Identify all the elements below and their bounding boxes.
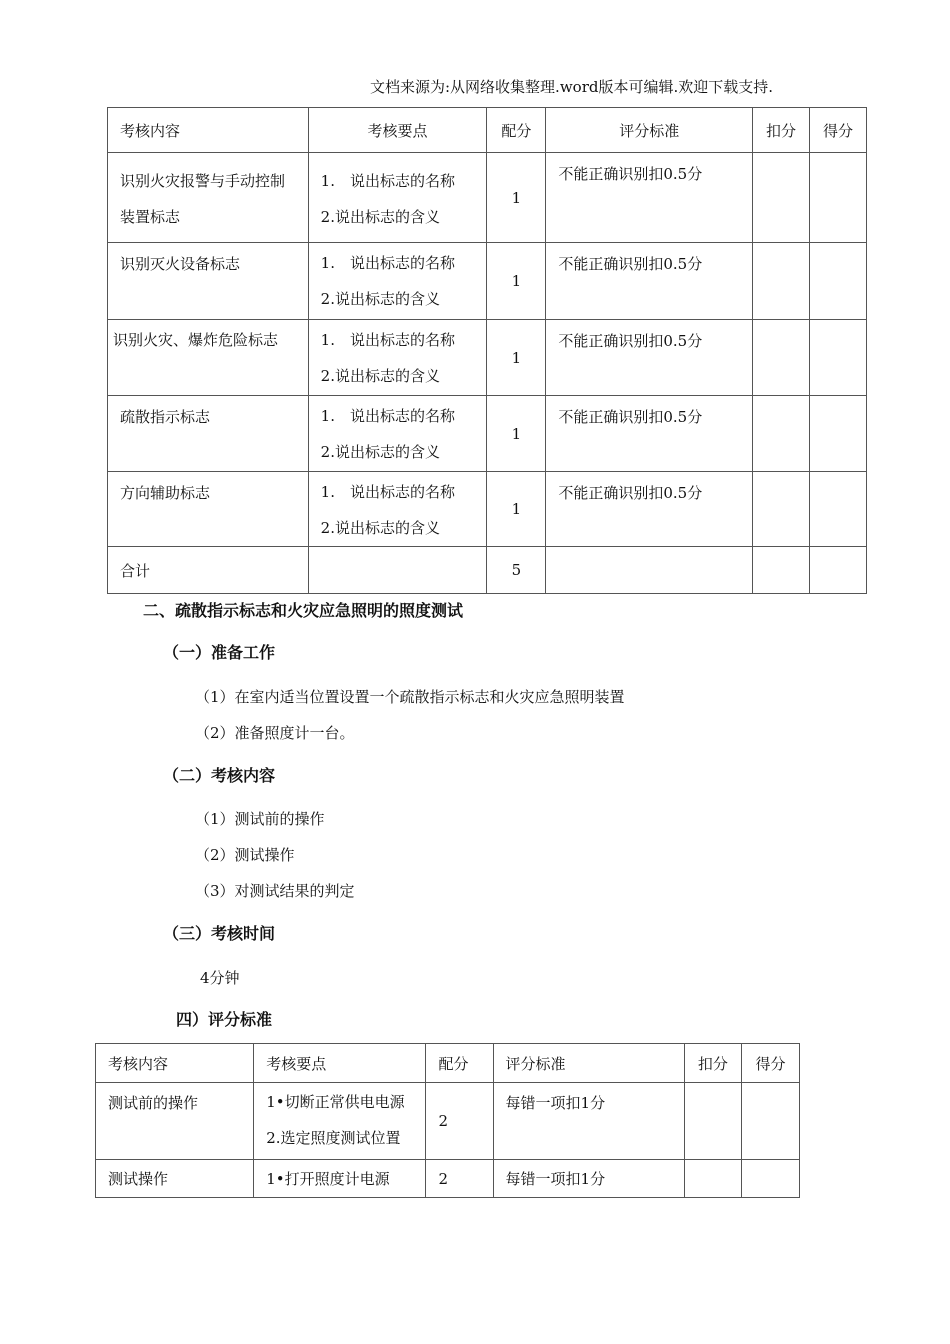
table-row: [108, 243, 867, 320]
content-item: （1）测试前的操作: [195, 810, 325, 828]
point-item: 1. 说出标志的名称: [320, 407, 455, 425]
criteria-cell: 不能正确识别扣0.5分: [546, 243, 753, 320]
result-cell: [809, 320, 866, 396]
points-cell: [254, 1083, 426, 1160]
result-cell: [809, 547, 866, 594]
total-score-cell: 5: [487, 547, 546, 594]
deduct-cell: [753, 320, 810, 396]
table-header-row: [108, 108, 867, 153]
header-cell: 评分标准: [546, 108, 753, 153]
deduct-cell: [753, 547, 810, 594]
point-item: 2.说出标志的含义: [320, 443, 440, 461]
header-cell: 考核要点: [308, 108, 487, 153]
content-item: （3）对测试结果的判定: [195, 882, 355, 900]
criteria-cell: 不能正确识别扣0.5分: [546, 472, 753, 547]
result-cell: [809, 396, 866, 472]
content-cell: 测试前的操作: [96, 1083, 254, 1160]
content-cell: 测试操作: [96, 1160, 254, 1198]
points-cell: [308, 547, 487, 594]
result-cell: [809, 153, 866, 243]
point-item: 2.说出标志的含义: [320, 290, 440, 308]
content-heading: （二）考核内容: [163, 766, 276, 785]
point-item: 2.说出标志的含义: [320, 367, 440, 385]
header-cell: 得分: [809, 108, 866, 153]
header-cell: 配分: [487, 108, 546, 153]
deduct-cell: [753, 396, 810, 472]
score-cell: 1: [487, 153, 546, 243]
table-header-row: [96, 1044, 800, 1083]
prep-heading: （一）准备工作: [163, 643, 276, 662]
score-cell: 1: [487, 472, 546, 547]
prep-item: （1）在室内适当位置设置一个疏散指示标志和火灾应急照明装置: [195, 688, 625, 706]
points-cell: [308, 153, 487, 243]
section-title: 二、疏散指示标志和火灾应急照明的照度测试: [143, 601, 464, 620]
score-cell: 2: [426, 1160, 493, 1198]
criteria-cell: 每错一项扣1分: [493, 1083, 684, 1160]
content-cell: 识别火灾、爆炸危险标志: [108, 320, 309, 396]
score-cell: 1: [487, 243, 546, 320]
header-note: 文档来源为:从网络收集整理.word版本可编辑.欢迎下载支持.: [370, 78, 774, 96]
points-cell: [308, 396, 487, 472]
criteria-cell: [546, 547, 753, 594]
table-row: [108, 153, 867, 243]
criteria-cell: 不能正确识别扣0.5分: [546, 320, 753, 396]
deduct-cell: [753, 153, 810, 243]
point-item: 2.说出标志的含义: [320, 208, 440, 226]
score-cell: 2: [426, 1083, 493, 1160]
point-item: 1. 说出标志的名称: [320, 483, 455, 501]
time-heading: （三）考核时间: [163, 924, 276, 943]
time-value: 4分钟: [200, 969, 240, 987]
header-cell: 考核内容: [108, 108, 309, 153]
table-row: [96, 1083, 800, 1160]
total-label-cell: 合计: [108, 547, 309, 594]
points-cell: [308, 472, 487, 547]
score-cell: 1: [487, 396, 546, 472]
deduct-cell: [684, 1083, 741, 1160]
scoring-table-1: [107, 107, 867, 594]
result-cell: [809, 243, 866, 320]
content-cell: 识别火灾报警与手动控制装置标志: [108, 153, 309, 243]
points-cell: [254, 1160, 426, 1198]
prep-item: （2）准备照度计一台。: [195, 724, 355, 742]
point-item: 1. 说出标志的名称: [320, 254, 455, 272]
total-row: [108, 547, 867, 594]
criteria-cell: 不能正确识别扣0.5分: [546, 153, 753, 243]
header-cell: 考核内容: [96, 1044, 254, 1083]
points-cell: [308, 243, 487, 320]
table-row: [96, 1160, 800, 1198]
header-cell: 扣分: [753, 108, 810, 153]
criteria-cell: 不能正确识别扣0.5分: [546, 396, 753, 472]
header-cell: 评分标准: [493, 1044, 684, 1083]
result-cell: [741, 1160, 799, 1198]
point-item: 1•打开照度计电源: [266, 1170, 390, 1188]
criteria-heading: 四）评分标准: [176, 1010, 273, 1029]
header-cell: 扣分: [684, 1044, 741, 1083]
point-item: 1. 说出标志的名称: [320, 172, 455, 190]
score-cell: 1: [487, 320, 546, 396]
result-cell: [809, 472, 866, 547]
point-item: 1•切断正常供电电源: [266, 1093, 405, 1111]
table-row: [108, 320, 867, 396]
scoring-table-2: [95, 1043, 800, 1198]
deduct-cell: [753, 243, 810, 320]
content-cell: 疏散指示标志: [108, 396, 309, 472]
content-item: （2）测试操作: [195, 846, 295, 864]
points-cell: [308, 320, 487, 396]
criteria-cell: 每错一项扣1分: [493, 1160, 684, 1198]
deduct-cell: [684, 1160, 741, 1198]
result-cell: [741, 1083, 799, 1160]
table-row: [108, 472, 867, 547]
content-cell: 识别灭火设备标志: [108, 243, 309, 320]
point-item: 2.说出标志的含义: [320, 519, 440, 537]
content-cell: 方向辅助标志: [108, 472, 309, 547]
header-cell: 配分: [426, 1044, 493, 1083]
point-item: 2.选定照度测试位置: [266, 1129, 401, 1147]
header-cell: 考核要点: [254, 1044, 426, 1083]
table-row: [108, 396, 867, 472]
deduct-cell: [753, 472, 810, 547]
point-item: 1. 说出标志的名称: [320, 331, 455, 349]
header-cell: 得分: [741, 1044, 799, 1083]
